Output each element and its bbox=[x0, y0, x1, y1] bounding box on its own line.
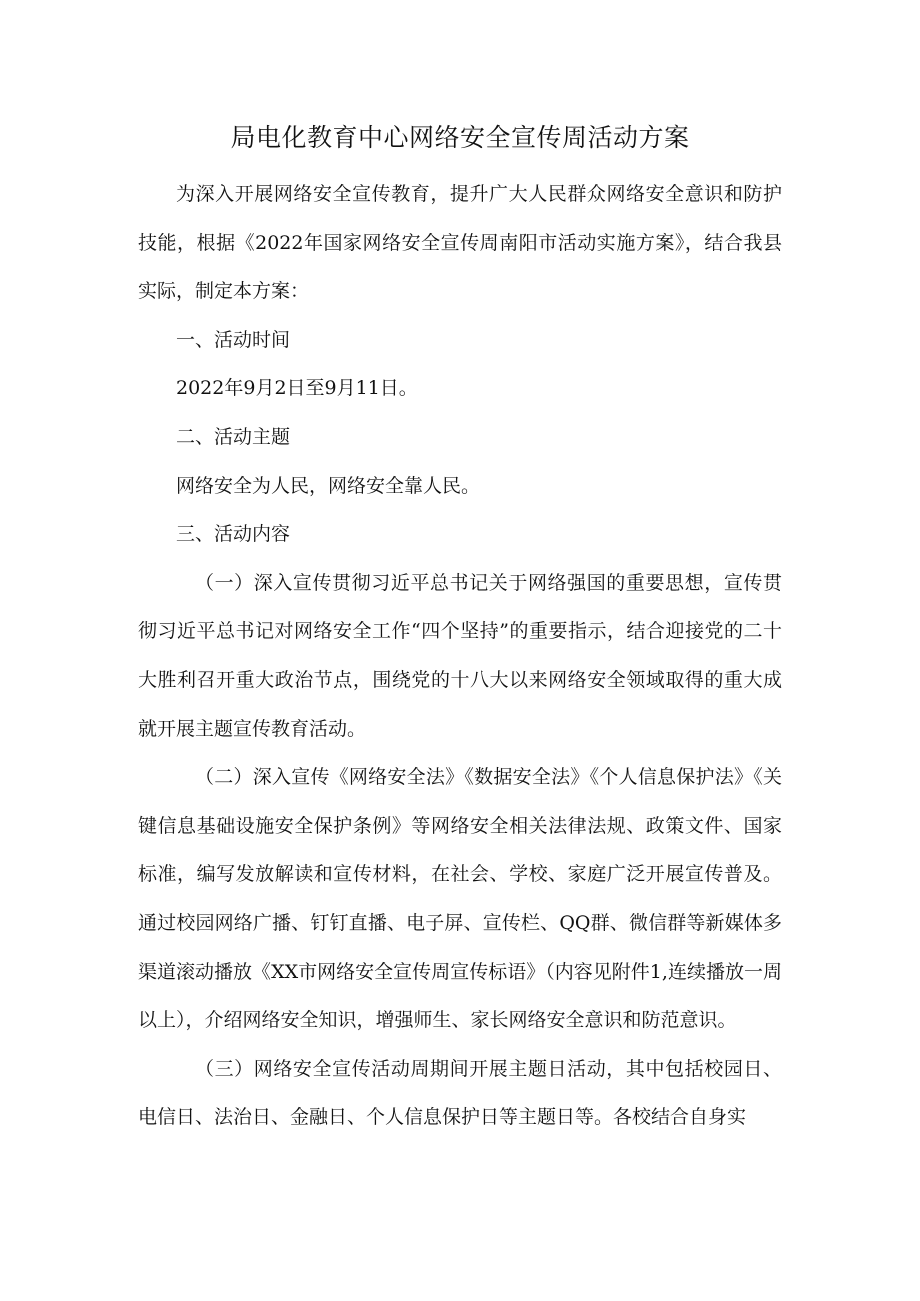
section-heading-content: 三、活动内容 bbox=[176, 523, 291, 546]
content-item-3: （三）网络安全宣传活动周期间开展主题日活动，其中包括校园日、电信日、法治日、金融日、个人信息保护日等主题日等。各校结合自身实 bbox=[138, 1057, 782, 1129]
intro-paragraph: 为深入开展网络安全宣传教育，提升广大人民群众网络安全意识和防护技能，根据《2022年国家网络安全宣传周南阳市活动实施方案》，结合我县实际，制定本方案： bbox=[138, 183, 782, 303]
document-body bbox=[138, 170, 782, 1142]
section-heading-theme: 二、活动主题 bbox=[176, 425, 291, 448]
activity-time-text: 2022年9月2日至9月11日。 bbox=[176, 377, 418, 400]
activity-theme-text: 网络安全为人民，网络安全靠人民。 bbox=[176, 474, 481, 497]
content-item-2: （二）深入宣传《网络安全法》《数据安全法》《个人信息保护法》《关键信息基础设施安全保护条例》等网络安全相关法律法规、政策文件、国家标准，编写发放解读和宣传材料，在社会、学校、家庭广泛开展宣传普及。通过校园网络广播、钉钉直播、电子屏、宣传栏、QQ群、微信群等新媒体多渠道滚动播放《XX市网络安全宣传周宣传标语》（内容见附件1,连续播放一周以上），介绍网络安全知识，增强师生、家长网络安全意识和防范意识。 bbox=[138, 766, 782, 1032]
content-item-1: （一）深入宣传贯彻习近平总书记关于网络强国的重要思想，宣传贯彻习近平总书记对网络安全工作“四个坚持”的重要指示，结合迎接党的二十大胜利召开重大政治节点，围绕党的十八大以来网络安全领域取得的重大成就开展主题宣传教育活动。 bbox=[138, 571, 782, 740]
document-title: 局电化教育中心网络安全宣传周活动方案 bbox=[230, 123, 690, 152]
section-heading-time: 一、活动时间 bbox=[176, 328, 291, 351]
